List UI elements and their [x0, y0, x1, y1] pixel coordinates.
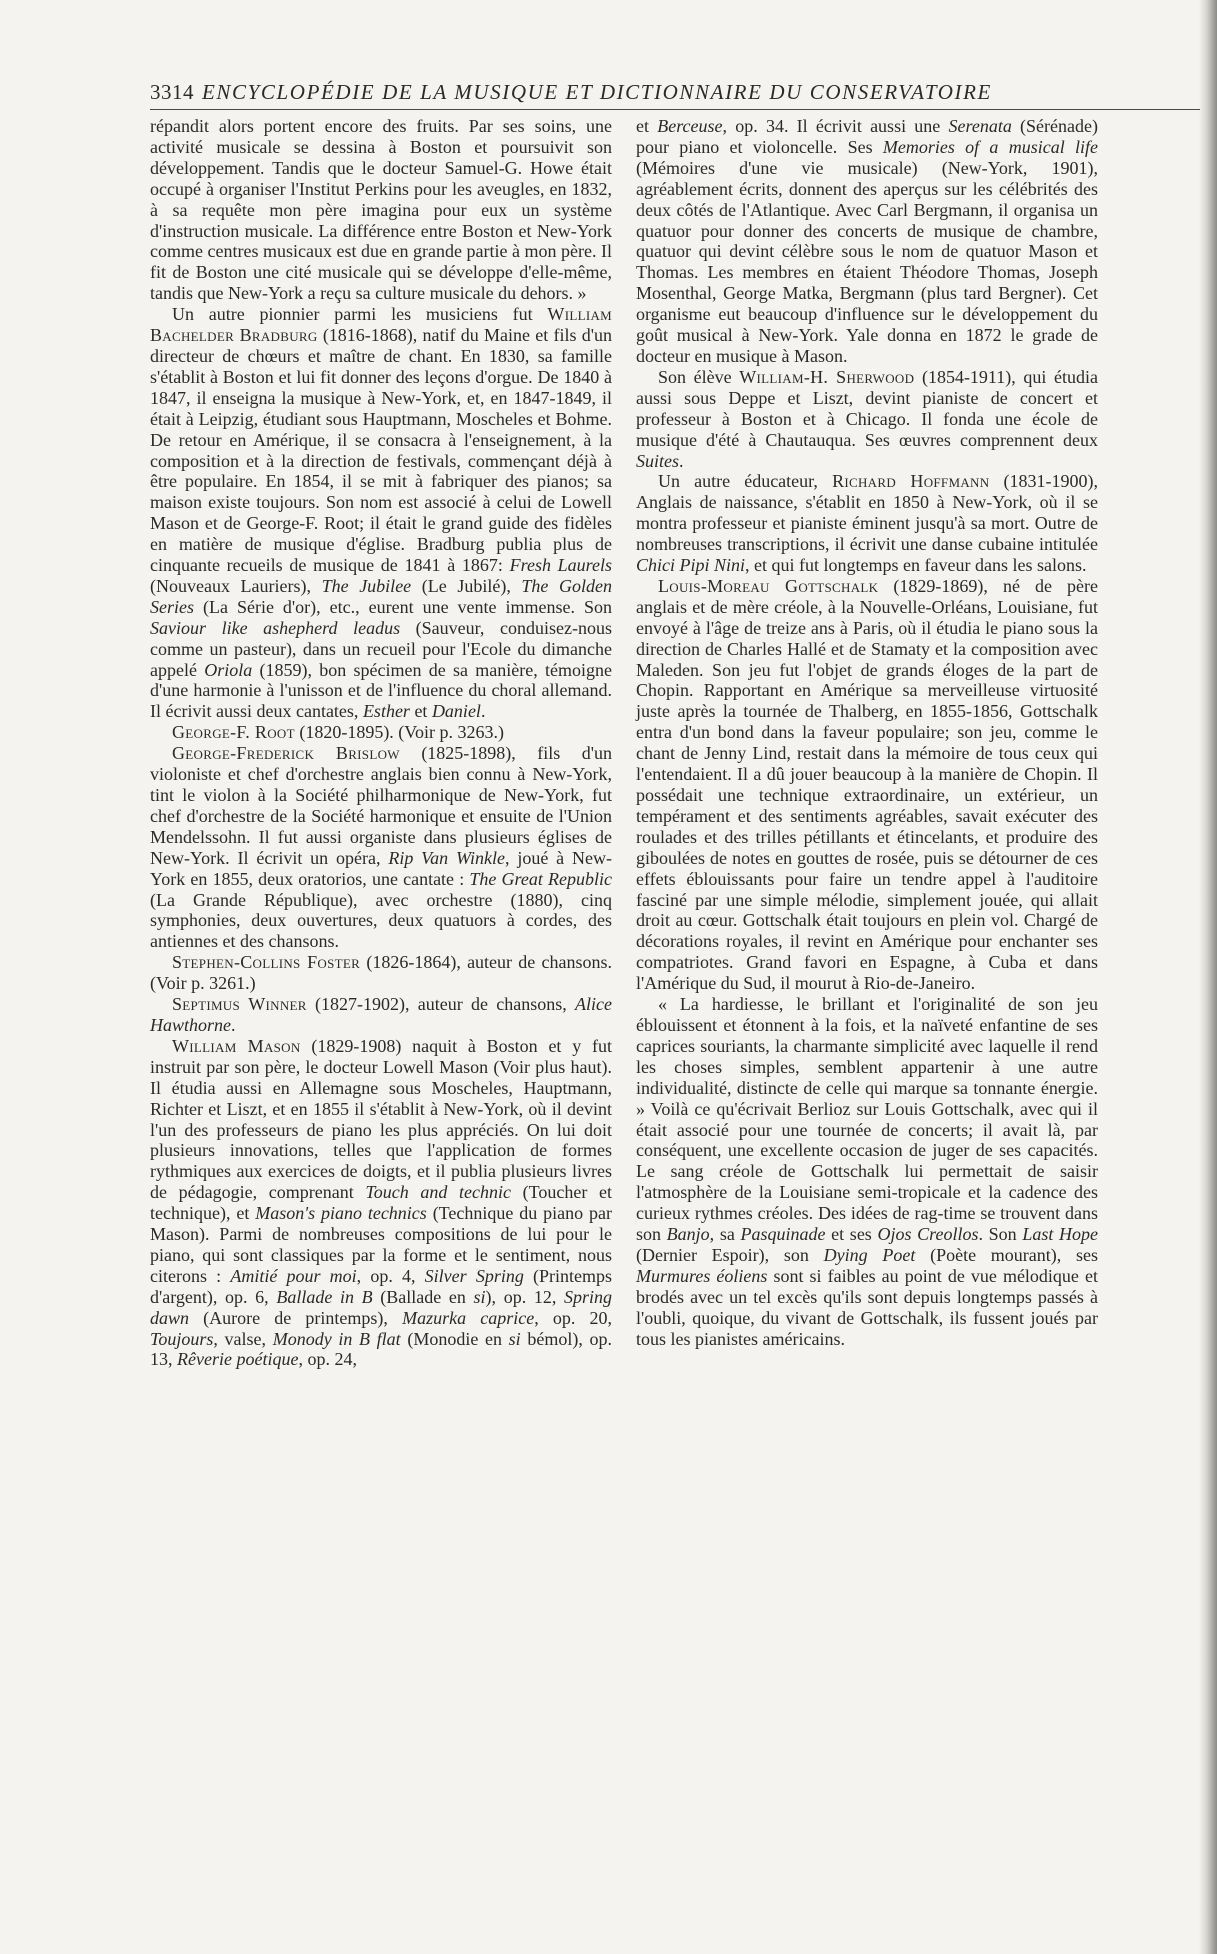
italic-title: Amitié pour moi: [230, 1265, 357, 1286]
text-run: .: [480, 701, 486, 722]
paragraph: [150, 304, 612, 722]
text-run: (1854-1911), qui étudia aussi sous Deppe et Liszt, devint pianiste de concert et professeur à Boston et à Chicago. Il fonda une école de musique d'été à Chautauqua. Ses œuvres comprennent deux: [636, 366, 1099, 450]
text-run: (Le Jubilé),: [411, 575, 522, 596]
text-run: (Nouveaux Lauriers),: [150, 575, 322, 596]
italic-title: Esther: [362, 701, 410, 722]
italic-title: Mason's piano technics: [255, 1203, 427, 1224]
text-run: (1816-1868), natif du Maine et fils d'un directeur de chœurs et maître de chant. En 1830, sa famille s'établit à Boston et lui fit donner des leçons d'orgue. De 1840 à 1847, il enseigna la musique à New-York, et, en 1847-1849, il était à Leipzig, étudiant sous Hauptmann, Moscheles et Bohme. De retour en Amérique, il se consacra à l'enseignement, à la composition et à la direction de festivals, commençant déjà à être populaire. En 1854, il se mit à fabriquer des pianos; sa maison existe toujours. Son nom est associé à celui de Lowell Mason et de George-F. Root; il était le grand guide des fidèles en matière de musique d'église. Bradburg publia plus de cinquante recueils de musique de 1841 à 1867:: [150, 325, 612, 576]
text-run: (1831-1900), Anglais de naissance, s'établit en 1850 à New-York, où il se montra professeur et pianiste éminent jusqu'à sa mort. Outre de nombreuses transcriptions, il écrivit une danse cubaine intitulée: [636, 471, 1098, 555]
paragraph: [636, 367, 1098, 472]
text-run: , et qui fut longtemps en faveur dans les salons.: [745, 555, 1087, 576]
text-run: , op. 20,: [534, 1307, 613, 1328]
text-run: et: [636, 116, 658, 136]
italic-title: Alice Hawthorne: [150, 994, 613, 1035]
text-run: (Printemps d'argent), op. 6,: [150, 1265, 613, 1307]
header-rule: [150, 109, 1200, 110]
paragraph: [150, 722, 612, 743]
text-run: répandit alors portent encore des fruits. Par ses soins, une activité musicale se dessina à Boston et poursuivit son développement. Tandis que le docteur Samuel-G. Howe était occupé à organiser l'Institut Perkins pour les aveugles, en 1832, à sa requête mon père imagina pour eux un système d'instruction musicale. La différence entre Boston et New-York comme centres musicaux est due en grande partie à mon père. Il fit de Boston une cité musicale qui se développe d'elle-même, tandis que New-York a reçu sa culture musicale du dehors. »: [150, 116, 612, 304]
italic-title: The Golden Series: [150, 575, 612, 617]
italic-title: Mazurka caprice: [402, 1307, 535, 1328]
italic-title: si: [473, 1286, 486, 1307]
text-run: (La Série d'or), etc., eurent une vente immense. Son: [194, 596, 612, 617]
text-run: (1820-1895). (Voir p. 3263.): [294, 722, 504, 743]
text-run: bémol), op. 13,: [150, 1328, 613, 1370]
italic-title: The Great Republic: [469, 868, 612, 889]
italic-title: Murmures éoliens: [636, 1265, 768, 1286]
text-run: (Poète mourant), ses: [915, 1244, 1098, 1265]
text-run: et: [409, 701, 432, 722]
paragraph: [150, 994, 612, 1036]
paragraph: [150, 952, 612, 994]
italic-title: Ojos Creollos: [877, 1224, 979, 1245]
paragraph: [636, 471, 1098, 576]
text-run: (Monodie en: [400, 1328, 509, 1349]
italic-title: Dying Poet: [823, 1244, 916, 1265]
text-run: , valse,: [213, 1328, 273, 1349]
page-header: [150, 80, 1200, 110]
text-run: (1829-1869), né de père anglais et de mère créole, à la Nouvelle-Orléans, Louisiane, fut envoyé à l'âge de treize ans à Paris, où il étudia le piano sous la direction de Charles Hallé et de Stamaty et la composition avec Maleden. Son jeu fut l'objet de grands éloges de la part de Chopin. Rapportant en Amérique sa merveilleuse virtuosité juste après la tournée de Thalberg, en 1855-1856, Gottschalk entra d'un bond dans la faveur populaire; son jeu, comme le chant de Jenny Lind, restait dans la mémoire de tous ceux qui l'entendaient. Il a dû jouer beaucoup à la manière de Chopin. Il possédait une technique extraordinaire, un extérieur, un tempérament et des sentiments agréables, savait exécuter des roulades et des trilles pétillants et étincelants, et produire des giboulées de notes en gouttes de rosée, puis se détourner de ces effets éblouissants pour faire un tendre appel à l'auditoire fasciné par une simple mélodie, simplement jouée, qui allait droit au cœur. Gottschalk était toujours en plein vol. Chargé de décorations royales, il revint en Amérique pour enchanter ses compatriotes. Grand favori en Espagne, à Cuba et dans l'Amérique du Sud, il mourut à Rio-de-Janeiro.: [636, 575, 1099, 994]
italic-title: Chici Pipi Nini: [636, 555, 746, 576]
text-run: .: [679, 450, 684, 471]
text-run: Son élève: [658, 366, 740, 387]
person-name: William-H. Sherwood: [739, 366, 915, 387]
text-run: Un autre pionnier parmi les musiciens fut: [172, 304, 548, 325]
italic-title: Rêverie poétique: [177, 1349, 299, 1370]
italic-title: Touch and technic: [365, 1182, 511, 1203]
text-run: , joué à New-York en 1855, deux oratorios, une cantate :: [150, 847, 612, 889]
paragraph: [636, 576, 1098, 994]
person-name: William Mason: [172, 1035, 301, 1056]
person-name: George-F. Root: [172, 722, 295, 743]
italic-title: Serenata: [948, 116, 1012, 136]
italic-title: Pasquinade: [740, 1224, 826, 1245]
italic-title: Berceuse: [657, 116, 723, 136]
paragraph: [150, 116, 612, 304]
italic-title: Memories of a musical life: [882, 136, 1098, 157]
italic-title: Spring dawn: [150, 1286, 612, 1328]
text-run: , op. 4,: [356, 1265, 425, 1286]
text-run: , sa: [709, 1224, 741, 1245]
text-run: (Sauveur, conduisez-nous comme un pasteur), dans un recueil pour l'Ecole du dimanche appelé: [150, 617, 612, 680]
text-run: (Aurore de printemps),: [189, 1307, 403, 1328]
text-run: (Toucher et technique), et: [150, 1182, 612, 1224]
italic-title: Toujours: [150, 1328, 214, 1349]
text-run: ), op. 12,: [485, 1286, 564, 1307]
text-run: et ses: [825, 1224, 878, 1245]
italic-title: Fresh Laurels: [509, 555, 613, 576]
text-run: (Ballade en: [372, 1286, 474, 1307]
person-name: Richard Hoffmann: [832, 471, 990, 492]
text-run: (1859), bon spécimen de sa manière, témoigne d'une harmonie à l'unisson et de l'influence du choral allemand. Il écrivit aussi deux cantates,: [150, 659, 612, 722]
person-name: George-Frederick Brislow: [172, 743, 400, 764]
person-name: Stephen-Collins Foster: [172, 952, 361, 973]
text-run: sont si faibles au point de vue mélodique et brodés avec un tel excès qu'ils sont depuis longtemps passés à l'oubli, quoique, du vivant de Gottschalk, ils fussent joués par tous les pianistes américains.: [636, 1265, 1098, 1349]
italic-title: Daniel: [431, 701, 481, 722]
paragraph: [636, 994, 1098, 1349]
text-run: (Sérénade) pour piano et violoncelle. Ses: [636, 116, 1098, 157]
italic-title: Saviour like ashepherd leadus: [150, 617, 401, 638]
person-name: William Bachelder Bradburg: [150, 304, 612, 346]
right-column: [636, 116, 1098, 1349]
text-run: , op. 34. Il écrivit aussi une: [722, 116, 949, 136]
italic-title: Oriola: [204, 659, 253, 680]
text-run: (Dernier Espoir), son: [636, 1244, 824, 1265]
italic-title: si: [508, 1328, 521, 1349]
italic-title: Rip Van Winkle: [388, 847, 505, 868]
italic-title: Silver Spring: [424, 1265, 524, 1286]
page-edge-shadow: [1199, 0, 1217, 1954]
page-number: 3314: [150, 80, 194, 104]
text-run: (1825-1898), fils d'un violoniste et chef d'orchestre anglais bien connu à New-York, tint le violon à la Société philharmonique de New-York, fut chef d'orchestre de la Société harmonique et ensuite de l'Union Mendelssohn. Il fut aussi organiste dans plusieurs églises de New-York. Il écrivit un opéra,: [150, 743, 612, 868]
text-run: Un autre éducateur,: [658, 471, 833, 492]
italic-title: Ballade in B: [276, 1286, 373, 1307]
italic-title: The Jubilee: [321, 575, 412, 596]
left-column: [150, 116, 612, 1370]
text-run: « La hardiesse, le brillant et l'originalité de son jeu éblouissent et étonnent à la fois, et la naïveté enfantine de ses caprices souriants, la charmante simplicité avec laquelle il rend les choses simples, semblent appartenir à une autre individualité, distincte de celle qui marque sa tonnante énergie. » Voilà ce qu'écrivait Berlioz sur Louis Gottschalk, avec qui il était associé pour une tournée de concerts; il avait là, par conséquent, une excellente occasion de juger de ses capacités. Le sang créole de Gottschalk lui permettait de saisir l'atmosphère de la Louisiane semi-tropicale et la cadence des curieux rythmes créoles. Des idées de rag-time se trouvent dans son: [636, 994, 1098, 1245]
text-run: (1827-1902), auteur de chansons,: [306, 994, 576, 1015]
paragraph: [150, 743, 612, 952]
text-run: (Technique du piano par Mason). Parmi de nombreuses compositions de lui pour le piano, qui sont classiques par la forme et le sentiment, nous citerons :: [150, 1203, 612, 1286]
text-run: .: [231, 1014, 236, 1035]
text-run: (La Grande République), avec orchestre (1880), cinq symphonies, deux ouvertures, deux quatuors à cordes, des antiennes et des chansons.: [150, 889, 612, 952]
paragraph: [636, 116, 1098, 367]
text-run: (Mémoires d'une vie musicale) (New-York, 1901), agréablement écrits, donnent des aperçus sur les célébrités des deux côtés de l'Atlantique. Avec Carl Bergmann, il organisa un quatuor pour donner des concerts de musique de chambre, quatuor qui devint célèbre sous le nom de quatuor Mason et Thomas. Les membres en étaient Théodore Thomas, Joseph Mosenthal, George Matka, Bergmann (plus tard Bergner). Cet organisme eut beaucoup d'influence sur le développement du goût musical à New-York. Yale donna en 1872 le grade de docteur en musique à Mason.: [636, 157, 1098, 366]
text-run: (1826-1864), auteur de chansons. (Voir p. 3261.): [150, 952, 613, 994]
text-run: (1829-1908) naquit à Boston et y fut instruit par son père, le docteur Lowell Mason (Voir plus haut). Il étudia aussi en Allemagne sous Moscheles, Hauptmann, Richter et Liszt, et en 1855 il s'établit à New-York, où il devint l'un des professeurs de piano les plus appréciés. On lui doit plusieurs innovations, telles que l'application de formes rythmiques aux exercices de doigts, et il publia plusieurs livres de pédagogie, comprenant: [150, 1035, 612, 1203]
italic-title: Banjo: [666, 1224, 710, 1245]
italic-title: Monody in B flat: [272, 1328, 401, 1349]
running-head: ENCYCLOPÉDIE DE LA MUSIQUE ET DICTIONNAIRE DU CONSERVATOIRE: [202, 80, 992, 104]
paragraph: [150, 1036, 612, 1371]
text-run: , op. 24,: [298, 1349, 357, 1370]
person-name: Septimus Winner: [172, 994, 307, 1015]
text-run: . Son: [978, 1224, 1023, 1245]
italic-title: Last Hope: [1022, 1224, 1099, 1245]
person-name: Louis-Moreau Gottschalk: [658, 575, 879, 596]
italic-title: Suites: [636, 450, 679, 471]
